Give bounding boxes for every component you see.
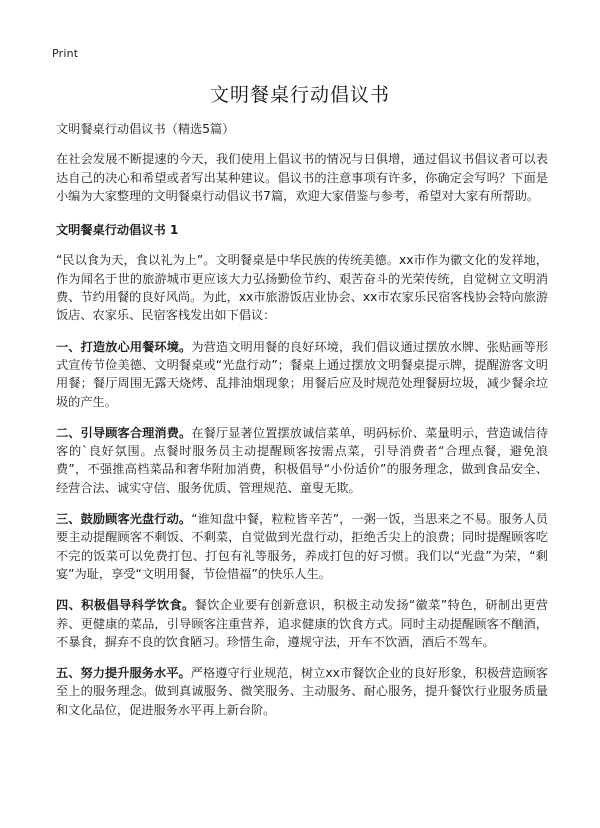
print-link[interactable]: Print	[52, 47, 79, 60]
page-title: 文明餐桌行动倡议书	[209, 84, 390, 106]
proposal-item-lead: 四、积极倡导科学饮食。	[56, 598, 195, 613]
section-heading: 文明餐桌行动倡议书 1	[56, 223, 179, 238]
proposal-item-body: 严格遵守行业规范，树立xx市餐饮企业的良好形象，积极营造顾客至上的服务理念。做到真诚服务、微笑服务、主动服务、耐心服务，提升餐饮行业服务质量和文化品位，促进服务水平再上新台阶。	[56, 666, 548, 717]
document-body	[56, 120, 548, 732]
proposal-item-lead: 三、鼓励顾客光盘行动。	[56, 512, 192, 527]
document-subtitle: 文明餐桌行动倡议书（精选5篇）	[56, 122, 235, 136]
proposal-item-lead: 二、引导顾客合理消费。	[56, 425, 192, 440]
proposal-item-2	[56, 424, 548, 497]
opening-paragraph: “民以食为天，食以礼为上”。文明餐桌是中华民族的传统美德。xx市作为徽文化的发祥地，作为闻名于世的旅游城市更应该大力弘扬勤俭节约、艰苦奋斗的光荣传统，自觉树立文明消费、节约用餐的良好风尚。为此，xx市旅游饭店业协会、xx市农家乐民宿客栈协会特向旅游饭店、农家乐、民宿客栈发出如下倡议：	[56, 253, 548, 323]
intro-paragraph: 在社会发展不断提速的今天，我们使用上倡议书的情况与日俱增，通过倡议书倡议者可以表达自己的决心和希望或者写出某种建议。倡议书的注意事项有许多，你确定会写吗？下面是小编为大家整理的文明餐桌行动倡议书7篇，欢迎大家借鉴与参考，希望对大家有所帮助。	[56, 152, 548, 203]
proposal-item-3	[56, 510, 548, 583]
proposal-item-5	[56, 664, 548, 719]
proposal-item-lead: 一、打造放心用餐环境。	[56, 339, 192, 354]
proposal-item-lead: 五、努力提升服务水平。	[56, 666, 191, 681]
proposal-item-body: 餐饮企业要有创新意识，积极主动发扬“徽菜”特色，研制出更营养、更健康的菜品，引导顾客注重营养，追求健康的饮食方式。同时主动提醒顾客不酗酒，不暴食，摒弃不良的饮食陋习。珍惜生命，遵规守法，开车不饮酒，酒后不驾车。	[56, 598, 549, 649]
proposal-item-4	[56, 596, 548, 651]
proposal-item-1	[56, 338, 548, 411]
proposal-item-body: “谁知盘中餐，粒粒皆辛苦”，一粥一饭，当思来之不易。服务人员要主动提醒顾客不剩饭、不剩菜，自觉做到光盘行动，拒绝舌尖上的浪费；同时提醒顾客吃不完的饭菜可以免费打包、打包有礼等服务，养成打包的好习惯。我们以“光盘”为荣，“剩宴”为耻，享受“文明用餐，节俭惜福”的快乐人生。	[56, 512, 548, 581]
proposal-item-body: 为营造文明用餐的良好环境，我们倡议通过摆放水牌、张贴画等形式宣传节俭美德、文明餐桌或“光盘行动”；餐桌上通过摆放文明餐桌提示牌，提醒游客文明用餐；餐厅周围无露天烧烤、乱排油烟现象；用餐后应及时规范处理餐厨垃圾，减少餐余垃圾的产生。	[56, 339, 549, 409]
proposal-item-body: 在餐厅显著位置摆放诚信菜单，明码标价、菜量明示，营造诚信待客的`良好氛围。点餐时服务员主动提醒顾客按需点菜，引导消费者“合理点餐，避免浪费”，不强推高档菜品和奢华附加消费，积极倡导“小份适价”的服务理念，做到食品安全、经营合法、诚实守信、服务优质、管理规范、童叟无欺。	[56, 425, 549, 495]
